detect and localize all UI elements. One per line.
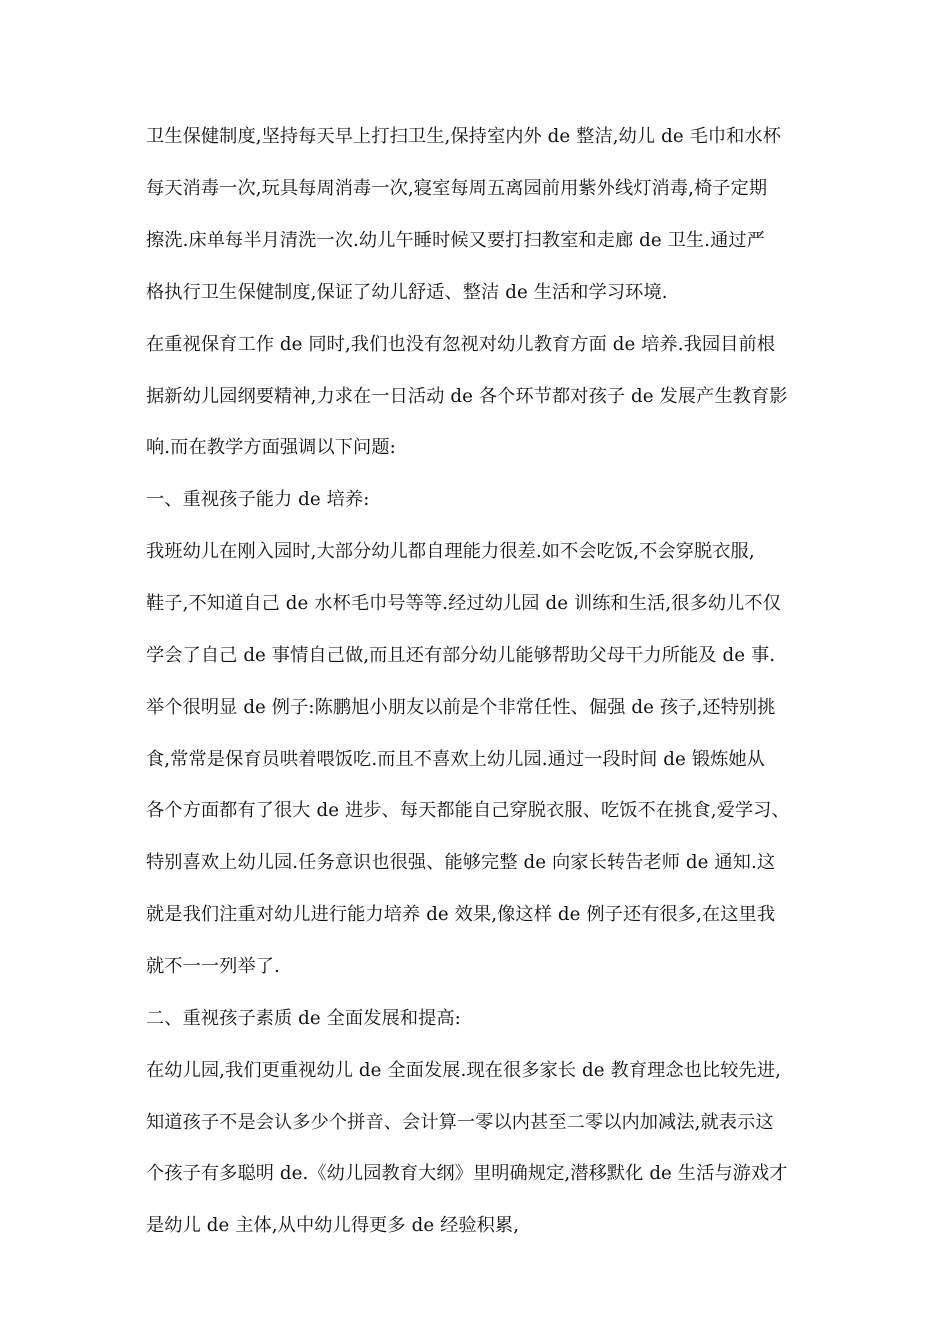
text-line: 举个很明显 de 例子:陈鹏旭小朋友以前是个非常任性、倔强 de 孩子,还特别挑: [146, 697, 776, 718]
text-line: 鞋子,不知道自己 de 水杯毛巾号等等.经过幼儿园 de 训练和生活,很多幼儿不仅: [146, 593, 782, 614]
text-line: 特别喜欢上幼儿园.任务意识也很强、能够完整 de 向家长转告老师 de 通知.这: [146, 852, 776, 873]
text-line: 响.而在教学方面强调以下问题:: [146, 437, 396, 458]
text-line: 知道孩子不是会认多少个拼音、会计算一零以内甚至二零以内加减法,就表示这: [146, 1112, 774, 1133]
text-line: 我班幼儿在刚入园时,大部分幼儿都自理能力很差.如不会吃饭,不会穿脱衣服,: [146, 541, 755, 562]
text-line: 是幼儿 de 主体,从中幼儿得更多 de 经验积累,: [146, 1215, 520, 1236]
text-line: 格执行卫生保健制度,保证了幼儿舒适、整洁 de 生活和学习环境.: [146, 282, 668, 303]
text-line: 食,常常是保育员哄着喂饭吃.而且不喜欢上幼儿园.通过一段时间 de 锻炼她从: [146, 749, 765, 770]
text-line: 擦洗.床单每半月清洗一次.幼儿午睡时候又要打扫教室和走廊 de 卫生.通过严: [146, 230, 765, 251]
text-line: 据新幼儿园纲要精神,力求在一日活动 de 各个环节都对孩子 de 发展产生教育影: [146, 386, 788, 407]
section-heading: 二、重视孩子素质 de 全面发展和提高:: [146, 1008, 461, 1029]
text-line: 各个方面都有了很大 de 进步、每天都能自己穿脱衣服、吃饭不在挑食,爱学习、: [146, 800, 790, 821]
text-line: 个孩子有多聪明 de.《幼儿园教育大纲》里明确规定,潜移默化 de 生活与游戏才: [146, 1163, 788, 1184]
text-line: 在重视保育工作 de 同时,我们也没有忽视对幼儿教育方面 de 培养.我园目前根: [146, 334, 776, 355]
section-heading: 一、重视孩子能力 de 培养:: [146, 489, 370, 510]
text-line: 学会了自己 de 事情自己做,而且还有部分幼儿能够帮助父母干力所能及 de 事.: [146, 645, 776, 666]
text-line: 每天消毒一次,玩具每周消毒一次,寝室每周五离园前用紫外线灯消毒,椅子定期: [146, 178, 768, 199]
text-line: 就是我们注重对幼儿进行能力培养 de 效果,像这样 de 例子还有很多,在这里我: [146, 904, 776, 925]
text-line: 在幼儿园,我们更重视幼儿 de 全面发展.现在很多家长 de 教育理念也比较先进,: [146, 1060, 782, 1081]
text-line: 就不一一列举了.: [146, 956, 280, 977]
text-line: 卫生保健制度,坚持每天早上打扫卫生,保持室内外 de 整洁,幼儿 de 毛巾和水杯: [146, 126, 782, 147]
